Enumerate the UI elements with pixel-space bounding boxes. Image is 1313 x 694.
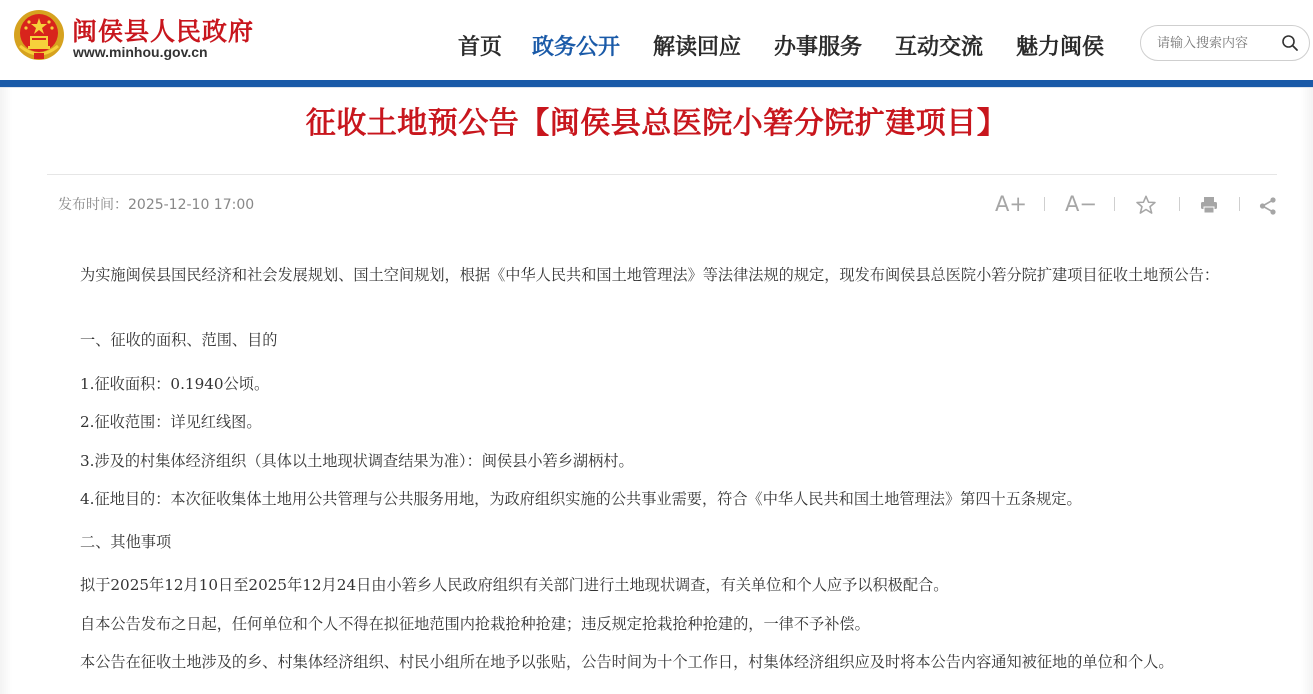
site-name[interactable]: 闽侯县人民政府 bbox=[72, 17, 255, 46]
title-divider bbox=[47, 174, 1277, 175]
search-box bbox=[1140, 25, 1310, 61]
header-edge-line bbox=[0, 87, 1313, 88]
article-title: 征收土地预公告【闽侯县总医院小箬分院扩建项目】 bbox=[305, 106, 1008, 141]
toolbar-divider bbox=[1044, 197, 1045, 211]
star-icon[interactable] bbox=[1135, 194, 1157, 216]
publish-time: 发布时间：2025-12-10 17:00 bbox=[58, 197, 255, 213]
nav-item-government-affairs[interactable]: 政务公开 bbox=[532, 35, 621, 60]
site-url[interactable]: www.minhou.gov.cn bbox=[73, 44, 208, 60]
paragraph-purpose: 4.征地目的：本次征收集体土地用公共管理与公共服务用地，为政府组织实施的公共事业需要，符合《中华人民共和国土地管理法》第四十五条规定。 bbox=[80, 490, 1082, 508]
nav-item-charm-minhou[interactable]: 魅力闽侯 bbox=[1016, 35, 1105, 60]
left-page-shadow bbox=[0, 88, 12, 694]
section-heading-2: 二、其他事项 bbox=[80, 533, 172, 551]
paragraph-intro: 为实施闽侯县国民经济和社会发展规划、国土空间规划，根据《中华人民共和国土地管理法》等法律法规的规定，现发布闽侯县总医院小箬分院扩建项目征收土地预公告： bbox=[80, 266, 1220, 284]
paragraph-area: 1.征收面积：0.1940公顷。 bbox=[80, 375, 270, 393]
paragraph-notice: 本公告在征收土地涉及的乡、村集体经济组织、村民小组所在地予以张贴，公告时间为十个工作日，村集体经济组织应及时将本公告内容通知被征地的单位和个人。 bbox=[80, 653, 1174, 671]
header-accent-bar bbox=[0, 80, 1313, 87]
paragraph-village: 3.涉及的村集体经济组织（具体以土地现状调查结果为准）：闽侯县小箬乡湖柄村。 bbox=[80, 452, 634, 470]
print-icon[interactable] bbox=[1199, 195, 1219, 215]
search-icon[interactable] bbox=[1281, 34, 1299, 52]
nav-item-interaction[interactable]: 互动交流 bbox=[895, 35, 984, 60]
nav-item-services[interactable]: 办事服务 bbox=[774, 35, 863, 60]
toolbar-divider bbox=[1239, 197, 1240, 211]
right-page-shadow bbox=[1301, 88, 1313, 694]
site-header bbox=[0, 0, 1313, 80]
share-icon[interactable] bbox=[1258, 196, 1278, 216]
nav-item-interpretation[interactable]: 解读回应 bbox=[653, 35, 742, 60]
section-heading-1: 一、征收的面积、范围、目的 bbox=[80, 331, 278, 349]
paragraph-survey: 拟于2025年12月10日至2025年12月24日由小箬乡人民政府组织有关部门进行土地现状调查，有关单位和个人应予以积极配合。 bbox=[80, 576, 949, 594]
national-emblem-icon[interactable] bbox=[12, 8, 66, 62]
search-input[interactable] bbox=[1157, 33, 1272, 53]
paragraph-scope: 2.征收范围：详见红线图。 bbox=[80, 413, 262, 431]
font-increase-button[interactable]: A+ bbox=[995, 192, 1027, 216]
font-decrease-button[interactable]: A− bbox=[1065, 192, 1097, 216]
nav-item-home[interactable]: 首页 bbox=[458, 35, 503, 60]
paragraph-prohibition: 自本公告发布之日起，任何单位和个人不得在拟征地范围内抢栽抢种抢建；违反规定抢栽抢种抢建的，一律不予补偿。 bbox=[80, 615, 870, 633]
toolbar-divider bbox=[1179, 197, 1180, 211]
toolbar-divider bbox=[1114, 197, 1115, 211]
